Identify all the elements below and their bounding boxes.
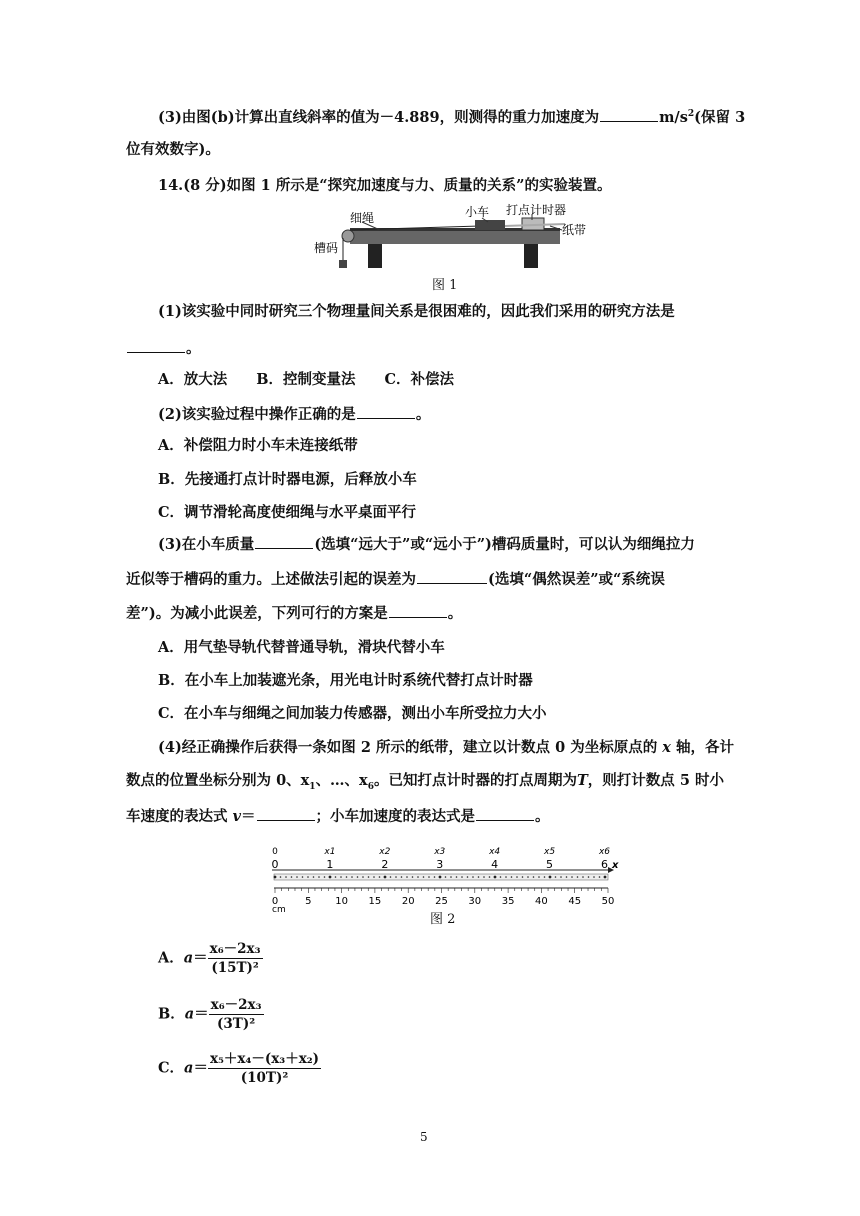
equals: ＝ bbox=[193, 949, 208, 967]
ruler-tick-label-20: 20 bbox=[401, 896, 415, 907]
tape-dot bbox=[390, 876, 392, 878]
track bbox=[350, 230, 560, 244]
tape-dot bbox=[346, 876, 348, 878]
q14-part2-option-a: A．补偿阻力时小车未连接纸带 bbox=[158, 437, 358, 454]
q14-part4-line3 bbox=[126, 806, 550, 827]
tape-dot bbox=[384, 876, 387, 879]
fraction bbox=[209, 996, 264, 1033]
tape-dot bbox=[461, 876, 463, 878]
numerator: x₆－2x₃ bbox=[209, 941, 261, 957]
text: (3)在小车质量 bbox=[158, 536, 255, 553]
tape-dot bbox=[467, 876, 469, 878]
equals: ＝ bbox=[194, 1005, 209, 1023]
tape-dot bbox=[313, 876, 315, 878]
var-a: a bbox=[183, 949, 194, 967]
tape-dot bbox=[538, 876, 540, 878]
tape-dot bbox=[423, 876, 425, 878]
tape-dot bbox=[412, 876, 414, 878]
stem-text: (2)该实验过程中操作正确的是 bbox=[158, 406, 356, 423]
tape-dot bbox=[588, 876, 590, 878]
tape-dot bbox=[472, 876, 474, 878]
q13-part3-tail: (保留 3 bbox=[694, 108, 746, 126]
tape-dot bbox=[522, 876, 524, 878]
tape-dot bbox=[494, 876, 497, 879]
count-label-1: 1 bbox=[326, 858, 334, 871]
q14-part4-line1 bbox=[158, 738, 734, 758]
text: 数点的位置坐标分别为 bbox=[126, 772, 271, 789]
tape-dot bbox=[373, 876, 375, 878]
text: (选填“偶然误差”或“系统误 bbox=[488, 571, 665, 588]
tape-dot bbox=[368, 876, 370, 878]
q14-part1-line2 bbox=[126, 338, 201, 359]
q14-part3-line2 bbox=[126, 569, 665, 590]
equals: ＝ bbox=[193, 1059, 208, 1077]
q14-part4-line2 bbox=[126, 771, 724, 797]
option-letter: A． bbox=[158, 949, 184, 967]
tape-dot bbox=[434, 876, 436, 878]
tape-dot bbox=[593, 876, 595, 878]
paper-tape bbox=[505, 224, 565, 226]
tape-dot bbox=[566, 876, 568, 878]
q14-part4-option-a bbox=[158, 940, 263, 977]
text: 时小 bbox=[695, 772, 724, 789]
period: 。 bbox=[415, 406, 431, 423]
numerator: x₆－2x₃ bbox=[210, 997, 262, 1013]
q14-part3-option-a: A．用气垫导轨代替普通导轨，滑块代替小车 bbox=[158, 639, 445, 656]
answer-blank[interactable] bbox=[476, 806, 534, 821]
tape-dot bbox=[318, 876, 320, 878]
denominator: (10T)² bbox=[240, 1070, 289, 1086]
count-label-2: 2 bbox=[381, 858, 389, 871]
tape-dot bbox=[489, 876, 491, 878]
coord-label-0: 0 bbox=[272, 847, 278, 857]
tape-dot bbox=[478, 876, 480, 878]
figure-2-tape bbox=[262, 844, 626, 914]
q14-part3-line3 bbox=[126, 603, 462, 624]
tape-dot bbox=[324, 876, 326, 878]
tape-dot bbox=[395, 876, 397, 878]
tape-dot bbox=[351, 876, 353, 878]
track-leg-left bbox=[368, 244, 382, 268]
q14-part2-stem bbox=[158, 404, 430, 425]
tape-dot bbox=[533, 876, 535, 878]
ruler-tick-label-50: 50 bbox=[601, 896, 615, 907]
label-cart: 小车 bbox=[465, 205, 490, 219]
option-letter: C． bbox=[158, 1059, 185, 1077]
tape-dot bbox=[544, 876, 546, 878]
tape-dot bbox=[599, 876, 601, 878]
tape-dot bbox=[340, 876, 342, 878]
fraction bbox=[208, 940, 263, 977]
tape-dot bbox=[549, 876, 552, 879]
text: (4)经正确操作后获得一条如图 2 所示的纸带，建立以计数点 bbox=[158, 739, 550, 756]
ruler-tick-label-15: 15 bbox=[368, 896, 382, 907]
tape-dot bbox=[527, 876, 529, 878]
coord-label-1: x1 bbox=[324, 847, 336, 857]
tape-dot bbox=[401, 876, 403, 878]
var-a: a bbox=[184, 1059, 194, 1077]
count-label-3: 3 bbox=[436, 858, 444, 871]
equals: ＝ bbox=[241, 808, 256, 825]
answer-blank[interactable] bbox=[257, 806, 315, 821]
tape-dot bbox=[500, 876, 502, 878]
tape-top bbox=[272, 847, 611, 871]
tape-dot bbox=[577, 876, 579, 878]
text: 为坐标原点的 bbox=[570, 739, 658, 756]
count-label-4: 4 bbox=[491, 858, 499, 871]
answer-blank[interactable] bbox=[357, 404, 415, 419]
tape-dot bbox=[357, 876, 359, 878]
label-tape: 纸带 bbox=[562, 223, 587, 237]
unit-superscript: 2 bbox=[687, 109, 695, 119]
coord-label-5: x5 bbox=[544, 847, 556, 857]
ruler-tick-label-30: 30 bbox=[468, 896, 482, 907]
tape-dot bbox=[439, 876, 442, 879]
denominator: (15T)² bbox=[211, 960, 259, 976]
text: 近似等于槽码的重力。上述做法引起的误差为 bbox=[126, 571, 416, 588]
q14-part4-option-b bbox=[158, 996, 264, 1033]
tape-dot bbox=[483, 876, 485, 878]
ruler-tick-label-45: 45 bbox=[568, 896, 582, 907]
figure-1-caption: 图 1 bbox=[432, 278, 458, 293]
ruler-tick-label-40: 40 bbox=[535, 896, 548, 907]
tape-dot bbox=[604, 876, 607, 879]
tape-dot bbox=[555, 876, 557, 878]
tape-dot bbox=[450, 876, 452, 878]
tape-dot bbox=[280, 876, 282, 878]
tape-dot bbox=[285, 876, 287, 878]
tape-dot bbox=[406, 876, 408, 878]
page-number: 5 bbox=[420, 1130, 428, 1144]
tape-dot bbox=[362, 876, 364, 878]
subscript-1: 1 bbox=[309, 781, 316, 792]
text: 0 bbox=[555, 739, 566, 756]
tape-dot bbox=[445, 876, 447, 878]
q14-part2-option-b: B．先接通打点计时器电源，后释放小车 bbox=[158, 471, 417, 488]
coord-label-4: x4 bbox=[489, 847, 501, 857]
ruler-tick-label-10: 10 bbox=[335, 896, 348, 907]
q14-header: 14.(8 分)如图 1 所示是“探究加速度与力、质量的关系”的实验装置。 bbox=[158, 177, 612, 194]
text: 5 bbox=[679, 772, 690, 789]
text: 。已知打点计时器的打点周期为 bbox=[373, 772, 577, 789]
q13-part3-line1 bbox=[158, 104, 745, 128]
tape-dot bbox=[505, 876, 507, 878]
period: 。 bbox=[447, 605, 463, 622]
numerator: x₅＋x₄－(x₃＋x₂) bbox=[209, 1051, 320, 1067]
tape-dot bbox=[335, 876, 337, 878]
var-x: x bbox=[662, 739, 671, 756]
count-label-6: 6 bbox=[600, 858, 608, 871]
count-label-0: 0 bbox=[271, 858, 279, 871]
weight bbox=[339, 260, 347, 268]
option-letter: B． bbox=[158, 1005, 185, 1023]
q13-part3-line2: 位有效数字)。 bbox=[126, 141, 220, 158]
q14-part3-line1 bbox=[158, 534, 695, 555]
tape-dot bbox=[302, 876, 304, 878]
ruler-tick-label-25: 25 bbox=[435, 896, 448, 907]
pulley bbox=[342, 230, 354, 242]
count-label-5: 5 bbox=[546, 858, 554, 871]
coord-label-6: x6 bbox=[598, 847, 611, 857]
label-timer: 打点计时器 bbox=[506, 203, 567, 217]
answer-blank[interactable] bbox=[389, 603, 447, 618]
track-leg-right bbox=[524, 244, 538, 268]
text: (选填“远大于”或“远小于”)槽码质量时，可以认为细绳拉力 bbox=[314, 536, 695, 553]
coord-label-2: x2 bbox=[379, 847, 391, 857]
tape-dot bbox=[571, 876, 573, 878]
ruler-tick-label-5: 5 bbox=[305, 896, 312, 907]
q14-part2-option-c: C．调节滑轮高度使细绳与水平桌面平行 bbox=[158, 504, 417, 521]
tape-dot bbox=[329, 876, 332, 879]
text: ；小车加速度的表达式是 bbox=[315, 808, 475, 825]
coord-label-3: x3 bbox=[434, 847, 446, 857]
tape-dot bbox=[428, 876, 430, 878]
answer-blank[interactable] bbox=[127, 338, 185, 353]
figure-1-apparatus bbox=[310, 202, 595, 276]
tape-dot bbox=[516, 876, 518, 878]
tape-dot bbox=[379, 876, 381, 878]
text: 轴，各计 bbox=[676, 739, 734, 756]
tape-dot bbox=[582, 876, 584, 878]
denominator: (3T)² bbox=[217, 1016, 256, 1032]
q14-part1-options: A．放大法 B．控制变量法 C．补偿法 bbox=[158, 371, 455, 388]
q14-part1-line1: (1)该实验中同时研究三个物理量间关系是很困难的，因此我们采用的研究方法是 bbox=[158, 303, 675, 320]
subscript-6: 6 bbox=[367, 781, 374, 792]
period: 。 bbox=[186, 340, 201, 357]
text: 差”)。为减小此误差，下列可行的方案是 bbox=[126, 605, 388, 622]
tape-dot bbox=[417, 876, 419, 878]
unit-text: m/s bbox=[659, 108, 688, 126]
label-weight: 槽码 bbox=[314, 241, 339, 255]
ruler-tick-label-0: 0 bbox=[271, 896, 279, 907]
var-T: T bbox=[576, 772, 588, 789]
tape-dot bbox=[511, 876, 513, 878]
label-rope: 细绳 bbox=[350, 211, 375, 225]
x-axis-label: x bbox=[612, 860, 619, 871]
q14-part3-option-c: C．在小车与细绳之间加装力传感器，测出小车所受拉力大小 bbox=[158, 705, 547, 722]
answer-blank[interactable] bbox=[600, 107, 658, 122]
q14-part3-option-b: B．在小车上加装遮光条，用光电计时系统代替打点计时器 bbox=[158, 672, 533, 689]
ruler-unit: cm bbox=[272, 905, 286, 914]
tape-dot bbox=[274, 876, 277, 879]
answer-blank[interactable] bbox=[417, 569, 487, 584]
text: ，则打计数点 bbox=[587, 772, 675, 789]
q14-part4-option-c bbox=[158, 1050, 321, 1087]
tape-dot bbox=[296, 876, 298, 878]
var-a: a bbox=[184, 1005, 195, 1023]
cart bbox=[475, 220, 505, 230]
figure-2-caption: 图 2 bbox=[430, 912, 456, 927]
text: 0、x bbox=[276, 772, 310, 789]
tape-dot bbox=[307, 876, 309, 878]
tape-dot bbox=[560, 876, 562, 878]
q13-part3-text: (3)由图(b)计算出直线斜率的值为－4.889，则测得的重力加速度为 bbox=[158, 108, 600, 126]
ruler-tick-label-35: 35 bbox=[501, 896, 515, 907]
fraction bbox=[208, 1050, 321, 1087]
period: 。 bbox=[535, 808, 550, 825]
var-v: v bbox=[232, 808, 241, 825]
ruler bbox=[272, 888, 615, 907]
tape-dot bbox=[456, 876, 458, 878]
text: 车速度的表达式 bbox=[126, 808, 228, 825]
tape-dot bbox=[291, 876, 293, 878]
answer-blank[interactable] bbox=[255, 534, 313, 549]
text: 、…、x bbox=[315, 772, 368, 789]
